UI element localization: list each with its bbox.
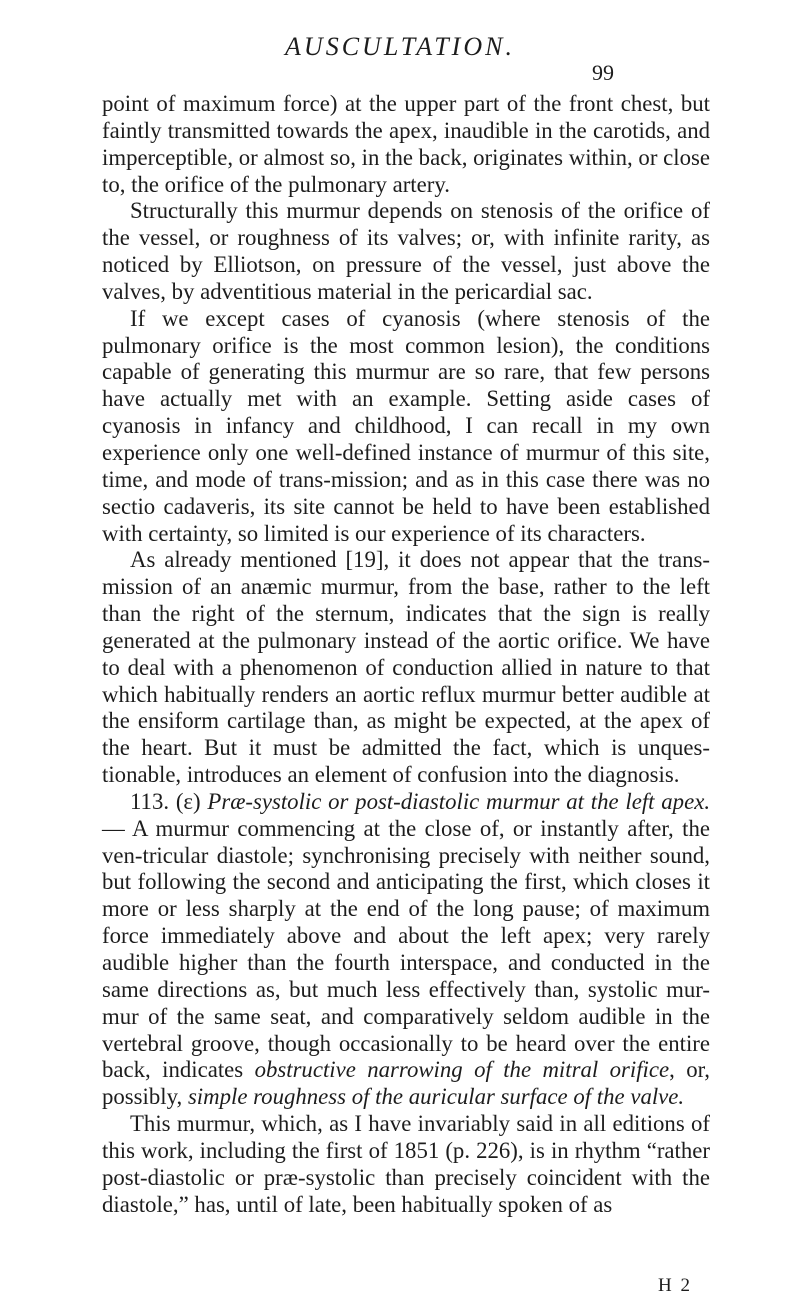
- paragraph: As already mentioned [19], it does not appear that the trans-mission of an anæmic murmur, from the base, rather to the left than the right of the sternum, indicates that the sign is really generated at the pulmonary instead of the aortic orifice. We have to deal with a phenomenon of conduction allied in nature to that which habitually renders an aortic reflux murmur better audible at the ensiform cartilage than, as might be expected, at the apex of the heart. But it must be admitted the fact, which is unques-tionable, introduces an element of confusion into the diagnosis.: [102, 547, 710, 788]
- signature-mark: H 2: [658, 1275, 692, 1296]
- section-heading: Præ-systolic or post-diastolic murmur at the left apex.: [207, 788, 711, 814]
- paragraph: If we except cases of cyanosis (where stenosis of the pulmonary orifice is the most common lesion), the conditions capable of generating this murmur are so rare, that few persons have actually met with an example. Setting aside cases of cyanosis in infancy and childhood, I can recall in my own experience only one well-defined instance of murmur of this site, time, and mode of trans-mission; and as in this case there was no sectio cadaveris, its site cannot be held to have been established with certainty, so limited is our experience of its characters.: [102, 305, 710, 546]
- section-label: (ε): [175, 788, 201, 814]
- paragraph: point of maximum force) at the upper part of the front chest, but faintly transmitted towards the apex, inaudible in the carotids, and imperceptible, or almost so, in the back, originates within, or close to, the orifice of the pulmonary artery.: [102, 91, 710, 197]
- page-header: [0, 32, 800, 85]
- section-paragraph: [102, 789, 710, 1111]
- body-text: [102, 91, 710, 1218]
- section-dash: —: [102, 815, 125, 841]
- paragraph: This murmur, which, as I have invariably said in all editions of this work, including the first of 1851 (p. 226), is in rhythm “rather post-diastolic or præ-systolic than precisely coincident with the diastole,” has, until of late, been habitually spoken of as: [102, 1111, 710, 1217]
- running-title: AUSCULTATION.: [285, 32, 515, 61]
- section-number: 113.: [130, 788, 170, 814]
- section-text: , or, possibly,: [102, 1057, 711, 1110]
- emphasis-diagnosis: obstructive narrowing of the mitral orifice: [254, 1057, 670, 1083]
- page-number: 99: [592, 60, 614, 85]
- emphasis-alternative: simple roughness of the auricular surface of the valve.: [187, 1084, 685, 1110]
- section-text: A murmur commencing at the close of, or instantly after, the ven-tricular diastole; synchronising precisely with neither sound, but following the second and anticipating the first, which closes it more or less sharply at the end of the long pause; of maximum force immediately above and about the left apex; very rarely audible higher than the fourth interspace, and conducted in the same directions as, but much less effectively than, systolic mur-mur of the same seat, and comparatively seldom audible in the vertebral groove, though occasionally to be heard over the entire back, indicates: [102, 815, 710, 1083]
- paragraph: Structurally this murmur depends on stenosis of the orifice of the vessel, or roughness of its valves; or, with infinite rarity, as noticed by Elliotson, on pressure of the vessel, just above the valves, by adventitious material in the pericardial sac.: [102, 198, 710, 304]
